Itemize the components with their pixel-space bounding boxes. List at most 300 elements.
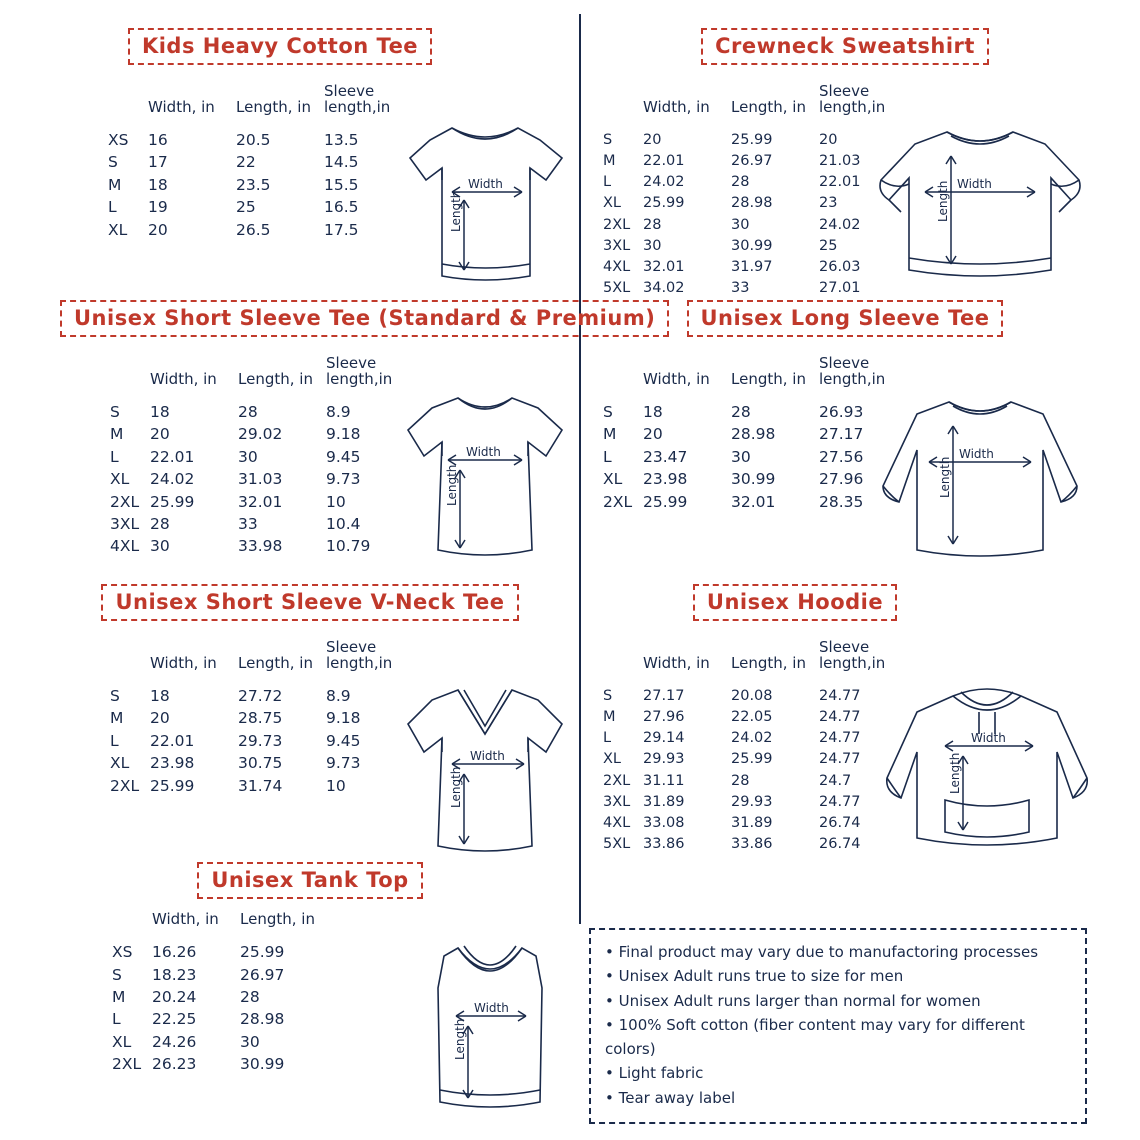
col-width-header: Width, in — [150, 369, 217, 388]
cell-sleeve: 9.73 — [326, 754, 361, 773]
cell-sleeve: 10.4 — [326, 514, 361, 533]
section-unisex-v-neck-tee — [60, 584, 580, 808]
cell-size: 2XL — [112, 1055, 142, 1074]
cell-sleeve: 9.18 — [326, 425, 361, 444]
cell-size: M — [603, 153, 616, 170]
col-width-header: Width, in — [152, 910, 219, 928]
cell-width: 22.01 — [150, 447, 195, 466]
col-sleeve-header-line2: length,in — [819, 653, 886, 672]
width-arrow-label: Width — [470, 749, 505, 763]
cell-length: 30.99 — [731, 470, 776, 489]
col-sleeve-header-line2: length,in — [324, 97, 391, 116]
cell-length: 28 — [731, 403, 751, 421]
table-row — [108, 174, 404, 196]
cell-width: 28 — [643, 216, 662, 233]
note-item: • Tear away label — [605, 1086, 1071, 1110]
col-sleeve-header-line1: Sleeve — [819, 82, 870, 100]
table-header-row — [112, 912, 328, 942]
table-row — [110, 424, 406, 446]
cell-size: 4XL — [603, 814, 631, 831]
table-row — [603, 707, 899, 728]
cell-width: 20 — [148, 220, 168, 239]
long-tee-title-wrap — [595, 300, 1095, 337]
col-size-header — [112, 912, 152, 942]
short-tee-title: Unisex Short Sleeve Tee (Standard & Premium) — [60, 300, 669, 337]
cell-length: 31.97 — [731, 258, 773, 275]
cell-width: 26.23 — [152, 1055, 197, 1074]
hoodie-title-wrap — [595, 584, 995, 621]
length-arrow-label: Length — [449, 766, 463, 808]
cell-sleeve: 24.77 — [819, 793, 861, 810]
width-arrow-label: Width — [971, 731, 1006, 745]
cell-length: 30.99 — [240, 1055, 285, 1074]
cell-size: S — [110, 687, 120, 705]
cell-sleeve: 25 — [819, 237, 838, 254]
cell-width: 22.25 — [152, 1010, 197, 1029]
cell-width: 23.98 — [643, 470, 688, 489]
col-length-header: Length, in — [238, 653, 313, 672]
cell-length: 23.5 — [236, 175, 271, 194]
cell-sleeve: 9.73 — [326, 470, 361, 489]
cell-size: L — [603, 174, 612, 191]
cell-width: 22.01 — [643, 153, 685, 170]
cell-size: L — [108, 198, 117, 217]
col-sleeve-header-line1: Sleeve — [326, 354, 377, 372]
cell-sleeve: 8.9 — [326, 687, 351, 705]
cell-size: 2XL — [603, 772, 631, 789]
long-tee-table — [603, 356, 899, 513]
kids-tee-illustration — [390, 106, 580, 301]
cell-length: 28 — [731, 174, 750, 191]
cell-width: 27.17 — [643, 688, 685, 704]
table-row — [110, 513, 406, 535]
cell-sleeve: 10 — [326, 776, 346, 795]
section-unisex-long-sleeve-tee — [595, 300, 1115, 511]
cell-length: 29.02 — [238, 425, 283, 444]
cell-width: 18 — [148, 175, 168, 194]
table-row — [110, 686, 406, 708]
cell-sleeve: 24.02 — [819, 216, 861, 233]
sweatshirt-title-wrap — [595, 28, 1095, 65]
width-arrow-label: Width — [468, 177, 503, 191]
table-row — [112, 942, 328, 964]
cell-size: L — [603, 447, 612, 466]
cell-sleeve: 26.74 — [819, 835, 861, 852]
table-row — [112, 1054, 328, 1076]
cell-sleeve: 24.7 — [819, 772, 852, 789]
cell-length: 30 — [731, 447, 751, 466]
long-tee-title: Unisex Long Sleeve Tee — [687, 300, 1004, 337]
table-row — [603, 424, 899, 446]
cell-length: 20.5 — [236, 131, 271, 149]
cell-size: 3XL — [603, 793, 631, 810]
cell-sleeve: 22.01 — [819, 174, 861, 191]
cell-width: 24.02 — [643, 174, 685, 191]
cell-size: M — [603, 709, 616, 726]
table-row — [112, 964, 328, 986]
cell-size: XS — [112, 943, 133, 962]
col-length-header: Length, in — [236, 97, 311, 116]
length-arrow-label: Length — [449, 190, 463, 232]
cell-width: 22.01 — [150, 731, 195, 750]
cell-width: 20 — [150, 425, 170, 444]
table-row — [603, 402, 899, 424]
v-neck-illustration — [390, 672, 580, 872]
kids-tee-table — [108, 84, 404, 241]
cell-sleeve: 10.79 — [326, 537, 371, 556]
cell-width: 29.93 — [643, 751, 685, 768]
table-row — [110, 469, 406, 491]
section-unisex-hoodie — [595, 584, 1115, 852]
table-row — [112, 1031, 328, 1053]
cell-size: 2XL — [603, 492, 633, 511]
cell-width: 31.11 — [643, 772, 685, 789]
cell-size: M — [110, 425, 124, 444]
col-width-header: Width, in — [150, 653, 217, 672]
cell-length: 25.99 — [731, 751, 773, 768]
col-size-header — [108, 84, 148, 130]
note-item: • Final product may vary due to manufactoring processes — [605, 940, 1071, 964]
col-size-header — [110, 356, 150, 402]
col-sleeve-header-line2: length,in — [819, 369, 886, 388]
cell-size: M — [112, 988, 126, 1006]
cell-length: 28 — [731, 772, 750, 789]
notes-list — [605, 940, 1071, 1110]
note-item: • Unisex Adult runs larger than normal for women — [605, 989, 1071, 1013]
cell-size: 4XL — [110, 537, 140, 556]
cell-width: 34.02 — [643, 279, 685, 296]
cell-size: XL — [603, 751, 622, 768]
cell-length: 33 — [238, 514, 258, 533]
cell-sleeve: 24.77 — [819, 709, 861, 726]
cell-width: 25.99 — [150, 492, 195, 511]
cell-size: 5XL — [603, 279, 631, 296]
tank-title-wrap — [60, 862, 560, 899]
cell-sleeve: 9.45 — [326, 447, 361, 466]
cell-width: 18 — [643, 403, 663, 421]
col-length-header: Length, in — [731, 653, 806, 672]
col-size-header — [110, 640, 150, 686]
table-row — [603, 172, 899, 193]
v-neck-title: Unisex Short Sleeve V-Neck Tee — [101, 584, 518, 621]
cell-width: 23.47 — [643, 447, 688, 466]
cell-length: 28.98 — [731, 425, 776, 444]
table-row — [603, 130, 899, 151]
cell-size: 3XL — [603, 237, 631, 254]
cell-width: 32.01 — [643, 258, 685, 275]
table-row — [110, 536, 406, 558]
cell-sleeve: 27.56 — [819, 447, 864, 466]
cell-size: L — [603, 730, 612, 747]
note-item: • 100% Soft cotton (fiber content may vary for different colors) — [605, 1013, 1071, 1062]
cell-length: 33.86 — [731, 835, 773, 852]
table-row — [603, 491, 899, 513]
cell-size: XL — [603, 470, 623, 489]
cell-size: 2XL — [110, 776, 140, 795]
cell-size: 3XL — [110, 514, 140, 533]
col-sleeve-header-line2: length,in — [326, 653, 393, 672]
table-row — [108, 219, 404, 241]
cell-width: 20.24 — [152, 988, 197, 1006]
cell-size: S — [603, 403, 613, 421]
table-row — [108, 152, 404, 174]
cell-length: 22 — [236, 153, 256, 172]
cell-size: M — [603, 425, 617, 444]
cell-length: 25.99 — [731, 132, 773, 148]
table-header-row — [603, 640, 899, 686]
table-row — [110, 491, 406, 513]
length-arrow-label: Length — [938, 456, 952, 498]
cell-size: XL — [112, 1032, 132, 1051]
sweatshirt-illustration — [865, 106, 1095, 306]
cell-size: S — [108, 153, 118, 172]
cell-width: 30 — [643, 237, 662, 254]
cell-width: 31.89 — [643, 793, 685, 810]
table-row — [110, 775, 406, 797]
cell-length: 33.98 — [238, 537, 283, 556]
cell-width: 16.26 — [152, 943, 197, 962]
cell-size: XS — [108, 131, 129, 149]
cell-size: 2XL — [110, 492, 140, 511]
col-size-header — [603, 640, 643, 686]
cell-length: 20.08 — [731, 688, 773, 704]
table-header-row — [108, 84, 404, 130]
cell-width: 30 — [150, 537, 170, 556]
cell-width: 20 — [150, 709, 170, 728]
cell-length: 30.75 — [238, 754, 283, 773]
cell-sleeve: 28.35 — [819, 492, 864, 511]
col-sleeve-header-line2: length,in — [819, 97, 886, 116]
hoodie-illustration — [875, 672, 1100, 872]
cell-length: 25.99 — [240, 943, 285, 962]
section-unisex-tank-top — [60, 862, 580, 1074]
cell-length: 31.74 — [238, 776, 283, 795]
cell-length: 25 — [236, 198, 256, 217]
length-arrow-label: Length — [936, 180, 950, 222]
table-header-row — [110, 356, 406, 402]
col-sleeve-header-line1: Sleeve — [324, 82, 375, 100]
length-arrow-label: Length — [445, 464, 459, 506]
cell-length: 28.75 — [238, 709, 283, 728]
v-neck-table — [110, 640, 406, 797]
cell-length: 28.98 — [731, 195, 773, 212]
cell-length: 29.73 — [238, 731, 283, 750]
cell-width: 18 — [150, 687, 170, 705]
table-row — [108, 197, 404, 219]
width-arrow-label: Width — [959, 447, 994, 461]
cell-size: XL — [110, 470, 130, 489]
cell-width: 20 — [643, 132, 662, 148]
table-row — [110, 730, 406, 752]
cell-sleeve: 26.93 — [819, 403, 864, 421]
cell-size: S — [603, 688, 613, 704]
cell-size: M — [110, 709, 124, 728]
table-row — [603, 214, 899, 235]
cell-sleeve: 15.5 — [324, 175, 359, 194]
cell-length: 30 — [731, 216, 750, 233]
cell-length: 24.02 — [731, 730, 773, 747]
cell-width: 33.86 — [643, 835, 685, 852]
col-width-header: Width, in — [643, 97, 710, 116]
cell-width: 29.14 — [643, 730, 685, 747]
cell-width: 24.02 — [150, 470, 195, 489]
cell-width: 25.99 — [643, 492, 688, 511]
cell-size: 4XL — [603, 258, 631, 275]
sweatshirt-table — [603, 84, 899, 299]
table-row — [603, 446, 899, 468]
cell-length: 33 — [731, 279, 750, 296]
cell-sleeve: 26.74 — [819, 814, 861, 831]
table-row — [603, 728, 899, 749]
kids-tee-title: Kids Heavy Cotton Tee — [128, 28, 432, 65]
cell-size: 2XL — [603, 216, 631, 233]
cell-width: 33.08 — [643, 814, 685, 831]
tank-illustration — [410, 932, 570, 1122]
cell-sleeve: 27.01 — [819, 279, 861, 296]
short-tee-illustration — [390, 378, 580, 578]
table-row — [112, 987, 328, 1009]
table-header-row — [603, 84, 899, 130]
note-item: • Light fabric — [605, 1061, 1071, 1085]
cell-sleeve: 20 — [819, 132, 838, 148]
cell-width: 19 — [148, 198, 168, 217]
col-length-header: Length, in — [238, 369, 313, 388]
cell-width: 27.96 — [643, 709, 685, 726]
section-unisex-short-sleeve-tee — [60, 300, 656, 556]
table-row — [603, 812, 899, 833]
cell-width: 25.99 — [150, 776, 195, 795]
cell-size: XL — [110, 754, 130, 773]
cell-sleeve: 26.03 — [819, 258, 861, 275]
cell-width: 24.26 — [152, 1032, 197, 1051]
tank-table — [112, 912, 328, 1076]
short-tee-table — [110, 356, 406, 558]
sweatshirt-title: Crewneck Sweatshirt — [701, 28, 989, 65]
table-row — [603, 256, 899, 277]
cell-length: 30 — [238, 447, 258, 466]
cell-sleeve: 24.77 — [819, 730, 861, 747]
table-row — [110, 446, 406, 468]
table-row — [603, 770, 899, 791]
col-sleeve-header-line2: length,in — [326, 369, 393, 388]
cell-size: S — [110, 403, 120, 421]
cell-length: 22.05 — [731, 709, 773, 726]
col-size-header — [603, 356, 643, 402]
table-row — [603, 277, 899, 298]
col-sleeve-header-line1: Sleeve — [819, 638, 870, 656]
table-row — [603, 833, 899, 854]
table-row — [603, 749, 899, 770]
cell-length: 29.93 — [731, 793, 773, 810]
cell-length: 28.98 — [240, 1010, 285, 1029]
col-length-header: Length, in — [731, 369, 806, 388]
cell-length: 28 — [240, 988, 260, 1006]
cell-sleeve: 21.03 — [819, 153, 861, 170]
col-width-header: Width, in — [643, 653, 710, 672]
col-width-header: Width, in — [148, 97, 215, 116]
cell-sleeve: 27.17 — [819, 425, 864, 444]
cell-width: 18.23 — [152, 965, 197, 984]
table-header-row — [110, 640, 406, 686]
cell-length: 26.5 — [236, 220, 271, 239]
table-header-row — [603, 356, 899, 402]
note-item: • Unisex Adult runs true to size for men — [605, 964, 1071, 988]
cell-sleeve: 24.77 — [819, 688, 861, 704]
table-row — [110, 708, 406, 730]
cell-sleeve: 17.5 — [324, 220, 359, 239]
cell-length: 32.01 — [731, 492, 776, 511]
cell-size: L — [110, 447, 119, 466]
short-tee-title-wrap — [60, 300, 656, 337]
width-arrow-label: Width — [957, 177, 992, 191]
cell-length: 26.97 — [731, 153, 773, 170]
table-row — [603, 469, 899, 491]
table-row — [603, 193, 899, 214]
long-tee-illustration — [865, 378, 1095, 578]
width-arrow-label: Width — [474, 1001, 509, 1015]
hoodie-title: Unisex Hoodie — [693, 584, 897, 621]
length-arrow-label: Length — [948, 752, 962, 794]
kids-tee-title-wrap — [90, 28, 470, 65]
cell-size: XL — [603, 195, 622, 212]
table-row — [110, 402, 406, 424]
cell-sleeve: 14.5 — [324, 153, 359, 172]
cell-size: XL — [108, 220, 128, 239]
cell-length: 32.01 — [238, 492, 283, 511]
cell-size: L — [110, 731, 119, 750]
cell-size: L — [112, 1010, 121, 1029]
cell-size: 5XL — [603, 835, 631, 852]
col-size-header — [603, 84, 643, 130]
cell-length: 30.99 — [731, 237, 773, 254]
cell-sleeve: 8.9 — [326, 403, 351, 421]
cell-width: 23.98 — [150, 754, 195, 773]
cell-sleeve: 16.5 — [324, 198, 359, 217]
cell-size: S — [603, 132, 613, 148]
cell-width: 28 — [150, 514, 170, 533]
cell-length: 27.72 — [238, 687, 283, 705]
table-row — [108, 130, 404, 152]
table-row — [603, 151, 899, 172]
table-row — [603, 235, 899, 256]
cell-sleeve: 9.45 — [326, 731, 361, 750]
cell-length: 26.97 — [240, 965, 285, 984]
length-arrow-label: Length — [453, 1018, 467, 1060]
cell-width: 16 — [148, 131, 168, 149]
col-sleeve-header-line1: Sleeve — [326, 638, 377, 656]
cell-length: 31.03 — [238, 470, 283, 489]
width-arrow-label: Width — [466, 445, 501, 459]
cell-width: 18 — [150, 403, 170, 421]
table-row — [603, 791, 899, 812]
cell-width: 20 — [643, 425, 663, 444]
cell-width: 17 — [148, 153, 168, 172]
cell-sleeve: 9.18 — [326, 709, 361, 728]
cell-size: M — [108, 175, 122, 194]
col-width-header: Width, in — [643, 369, 710, 388]
cell-length: 30 — [240, 1032, 260, 1051]
section-kids-heavy-cotton-tee — [90, 28, 570, 239]
cell-sleeve: 23 — [819, 195, 838, 212]
cell-sleeve: 10 — [326, 492, 346, 511]
cell-sleeve: 13.5 — [324, 131, 359, 149]
cell-length: 31.89 — [731, 814, 773, 831]
hoodie-table — [603, 640, 899, 855]
section-crewneck-sweatshirt — [595, 28, 1115, 296]
table-row — [110, 753, 406, 775]
table-row — [603, 686, 899, 707]
cell-width: 25.99 — [643, 195, 685, 212]
